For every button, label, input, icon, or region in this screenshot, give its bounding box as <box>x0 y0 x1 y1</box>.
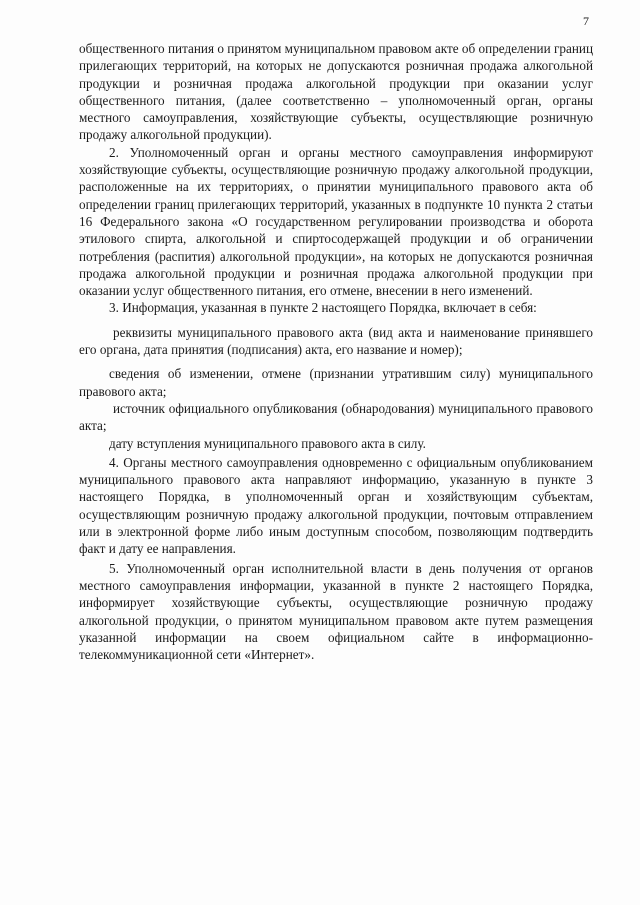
list-item-effective-date: дату вступления муниципального правового акта в силу. <box>109 435 426 451</box>
list-item-requisites: реквизиты муниципального правового акта (вид акта и наименование принявшего его органа, дата принятия (подписания) акта, его название и номер); <box>79 324 593 358</box>
list-item-publication-source: источник официального опубликования (обнародования) муниципального правового акта; <box>79 400 593 434</box>
list-item-changes: сведения об изменении, отмене (признании утратившим силу) муниципального правового акта; <box>79 366 593 399</box>
paragraph-5: 5. Уполномоченный орган исполнительной власти в день получения от органов местного самоуправления информации, указанной в пункте 2 настоящего Порядка, информирует хозяйствующие субъекты, осуществляющие розничную продажу алкогольной продукции, о принятом муниципальном правовом акте путем размещения указанной информации на своем официальном сайте в информационно-телекоммуникационной сети «Интернет». <box>79 560 593 663</box>
document-body <box>79 40 593 663</box>
paragraph-continuation: общественного питания о принятом муниципальном правовом акте об определении границ прилегающих территорий, на которых не допускаются розничная продажа алкогольной продукции и розничная продажа алкогольной продукции при оказании услуг общественного питания, (далее соответственно – уполномоченный орган, органы местного самоуправления, хозяйствующие субъекты, осуществляющие розничную продажу алкогольной продукции). <box>79 41 593 143</box>
paragraph-4: 4. Органы местного самоуправления одновременно с официальным опубликованием муниципального правового акта направляют информацию, указанную в пункте 3 настоящего Порядка, в уполномоченный орган и хозяйствующим субъектам, осуществляющим розничную продажу алкогольной продукции, почтовым отправлением или в электронной форме либо иным доступным способом, позволяющим подтвердить факт и дату ее направления. <box>79 454 593 557</box>
page-number: 7 <box>583 14 589 28</box>
paragraph-2: 2. Уполномоченный орган и органы местного самоуправления информируют хозяйствующие субъекты, осуществляющие розничную продажу алкогольной продукции, расположенные на их территориях, о принятии муниципального правового акта об определении границ прилегающих территорий, указанных в подпункте 10 пункта 2 статьи 16 Федерального закона «О государственном регулировании производства и оборота этилового спирта, алкогольной и спиртосодержащей продукции и об ограничении потребления (распития) алкогольной продукции», на которых не допускаются розничная продажа алкогольной продукции и розничная продажа алкогольной продукции при оказании услуг общественного питания, его отмене, внесении в него изменений. <box>79 144 593 299</box>
paragraph-3: 3. Информация, указанная в пункте 2 настоящего Порядка, включает в себя: <box>109 300 537 316</box>
